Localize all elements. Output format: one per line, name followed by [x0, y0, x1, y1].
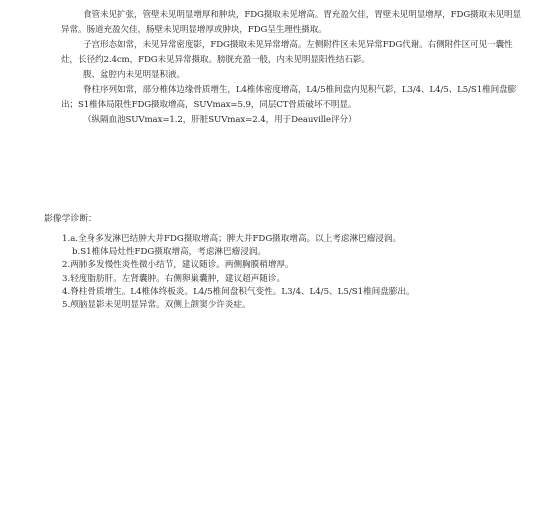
- findings-paragraph-gi: 食管未见扩张，管壁未见明显增厚和肿块，FDG摄取未见增高。胃充盈欠佳，胃壁未见明显增厚，FDG摄取未见明显异常。肠道充盈欠佳，肠壁未见明显增厚或肿块，FDG呈生理性摄取。: [61, 10, 522, 35]
- diagnosis-item-1b: b.S1椎体局灶性FDG摄取增高，考虑淋巴瘤浸润。: [72, 247, 266, 258]
- findings-paragraph-effusion: 腹、盆腔内未见明显积液。: [83, 70, 185, 80]
- diagnosis-item-2: 2.两肺多发慢性炎性微小结节，建议随诊。两侧胸膜稍增厚。: [62, 260, 294, 271]
- findings-section: [61, 8, 523, 128]
- diagnosis-item-4: 4.脊柱骨质增生。L4椎体终板炎。L4/5椎间盘积气变性。L3/4、L4/5、L5/S1椎间盘膨出。: [62, 286, 415, 297]
- findings-paragraph-pelvic: 子宫形态如常，未见异常密度影，FDG摄取未见异常增高。左侧附件区未见异常FDG代谢。右侧附件区可见一囊性灶，长径约2.4cm，FDG未见异常摄取。膀胱充盈一般，内未见明显阳性结石影。: [61, 40, 513, 65]
- diagnosis-list: [62, 233, 524, 312]
- diagnosis-item-3: 3.轻度脂肪肝。左肾囊肿。右侧卵巢囊肿，建议超声随诊。: [62, 273, 286, 284]
- diagnosis-item-5: 5.颅脑显影未见明显异常。双侧上颌窦少许炎症。: [62, 300, 251, 311]
- findings-paragraph-deauville: （纵隔血池SUVmax=1.2，肝脏SUVmax=2.4，用于Deauville评分）: [83, 115, 357, 125]
- diagnosis-item-1a: 1.a.全身多发淋巴结肿大并FDG摄取增高；脾大并FDG摄取增高。以上考虑淋巴瘤浸润。: [62, 234, 402, 244]
- findings-paragraph-spine: 脊柱序列如常，部分椎体边缘骨质增生，L4椎体密度增高，L4/5椎间盘内见积气影，L3/4、L4/5、L5/S1椎间盘膨出；S1椎体局限性FDG摄取增高，SUVmax=5.9，同层CT骨质破坏不明显。: [61, 85, 517, 110]
- diagnosis-heading: 影像学诊断：: [44, 214, 97, 224]
